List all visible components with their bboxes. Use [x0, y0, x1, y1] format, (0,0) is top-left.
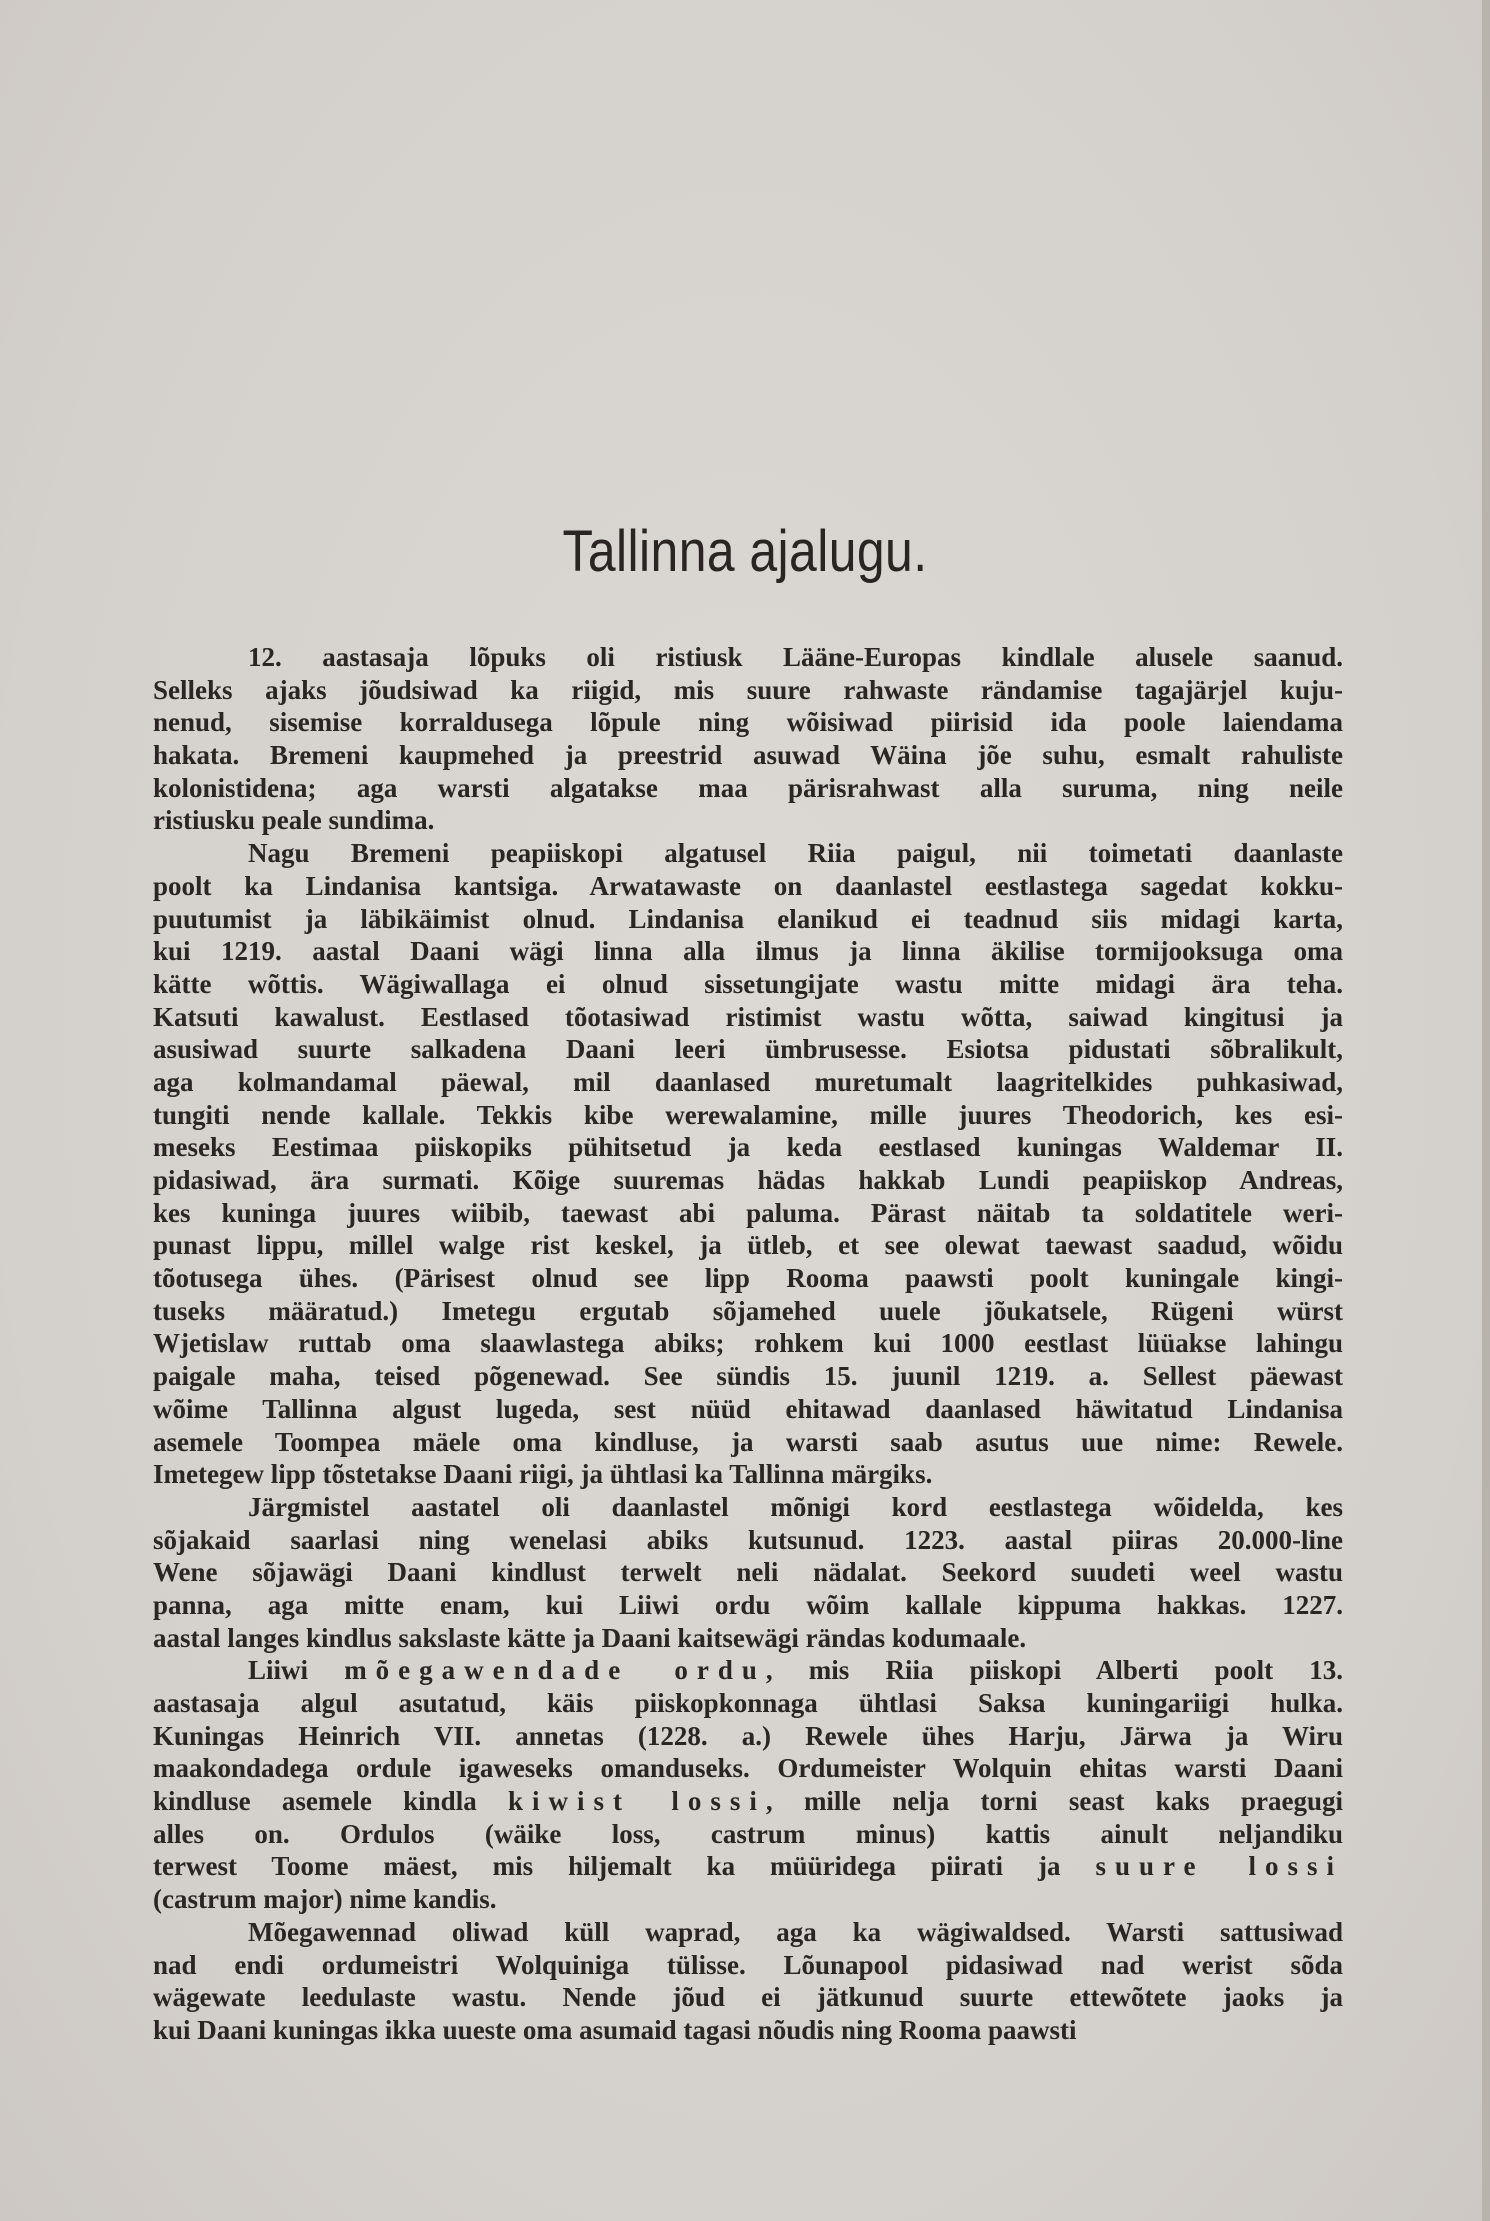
text-line — [153, 1033, 1343, 1066]
text-line — [153, 1622, 1343, 1655]
paragraph — [153, 641, 1343, 837]
text-line — [153, 1850, 1343, 1883]
text-line — [153, 870, 1343, 903]
page-title: Tallinna ajalugu. — [562, 519, 928, 584]
text-line — [153, 739, 1343, 772]
text-line — [153, 1229, 1343, 1262]
text-line — [153, 1720, 1343, 1753]
text-line — [153, 804, 1343, 837]
paragraph — [153, 1654, 1343, 1916]
text-segment: wõime Tallinna algust lugeda, sest nüüd ehitawad daanlased häwitatud Lindanisa — [153, 1393, 1343, 1424]
spaced-emphasis: kiwist lossi — [508, 1786, 766, 1817]
text-segment: aastal langes kindlus sakslaste kätte ja Daani kaitsewägi rändas kodumaale. — [153, 1622, 1027, 1653]
text-segment: Kuningas Heinrich VII. annetas (1228. a.) Rewele ühes Harju, Järwa ja Wiru — [153, 1720, 1343, 1751]
text-line — [153, 837, 1343, 870]
text-line — [153, 1426, 1343, 1459]
text-line — [153, 772, 1343, 805]
text-line — [153, 1785, 1343, 1818]
page-edge — [1482, 0, 1490, 2221]
text-line — [153, 1687, 1343, 1720]
text-segment: , mille nelja torni seast kaks praegugi — [765, 1786, 1344, 1817]
spaced-emphasis: suure lossi — [1095, 1851, 1343, 1882]
text-line — [153, 1883, 1343, 1916]
text-segment: nenud, sisemise korraldusega lõpule ning wõisiwad piirisid ida poole laiendama — [153, 707, 1343, 738]
text-line — [153, 1262, 1343, 1295]
text-line — [153, 2014, 1343, 2047]
paragraph — [153, 1491, 1343, 1654]
text-line — [153, 1491, 1343, 1524]
text-line — [153, 903, 1343, 936]
text-segment: paigale maha, teised põgenewad. See sündis 15. juunil 1219. a. Sellest päewast — [153, 1361, 1343, 1392]
text-line — [153, 674, 1343, 707]
text-segment: ristiusku peale sundima. — [153, 805, 435, 836]
text-segment: alles on. Ordulos (wäike loss, castrum minus) kattis ainult neljandiku — [153, 1818, 1343, 1849]
text-line — [153, 1066, 1343, 1099]
text-line — [153, 641, 1343, 674]
text-line — [153, 1589, 1343, 1622]
text-segment: tõotusega ühes. (Pärisest olnud see lipp Rooma paawsti poolt kuningale kingi- — [153, 1263, 1343, 1294]
text-segment: hakata. Bremeni kaupmehed ja preestrid asuwad Wäina jõe suhu, esmalt rahuliste — [153, 740, 1343, 771]
text-line — [153, 1556, 1343, 1589]
text-segment: kätte wõttis. Wägiwallaga ei olnud sissetungijate wastu mitte midagi ära teha. — [153, 968, 1343, 999]
text-line — [153, 1818, 1343, 1851]
text-segment: tuseks määratud.) Imetegu ergutab sõjamehed uuele jõukatsele, Rügeni würst — [153, 1295, 1343, 1326]
text-line — [153, 1327, 1343, 1360]
text-segment: kui Daani kuningas ikka uueste oma asumaid tagasi nõudis ning Rooma paawsti — [153, 2014, 1077, 2045]
text-segment: Järgmistel aastatel oli daanlastel mõnigi kord eestlastega wõidelda, kes — [248, 1491, 1343, 1522]
text-segment: (castrum major) nime kandis. — [153, 1884, 497, 1915]
text-line — [153, 706, 1343, 739]
text-segment: kes kuninga juures wiibib, taewast abi paluma. Pärast näitab ta soldatitele weri- — [153, 1197, 1343, 1228]
text-segment: asusiwad suurte salkadena Daani leeri ümbrusesse. Esiotsa pidustati sõbralikult, — [153, 1034, 1343, 1065]
text-segment: , mis Riia piiskopi Alberti poolt 13. — [765, 1655, 1343, 1686]
paragraph — [153, 837, 1343, 1491]
text-segment: terwest Toome mäest, mis hiljemalt ka müüridega piirati ja — [153, 1851, 1096, 1882]
text-segment: Imetegew lipp tõstetakse Daani riigi, ja ühtlasi ka Tallinna märgiks. — [153, 1459, 933, 1490]
text-segment: asemele Toompea mäele oma kindluse, ja warsti saab asutus uue nime: Rewele. — [153, 1426, 1343, 1457]
text-line — [153, 968, 1343, 1001]
text-line — [153, 1197, 1343, 1230]
text-segment: Liiwi — [248, 1655, 345, 1686]
text-segment: aga kolmandamal päewal, mil daanlased muretumalt laagritelkides puhkasiwad, — [153, 1066, 1343, 1097]
text-segment: Mõegawennad oliwad küll waprad, aga ka wägiwaldsed. Warsti sattusiwad — [248, 1916, 1343, 1947]
text-line — [153, 935, 1343, 968]
text-segment: poolt ka Lindanisa kantsiga. Arwatawaste on daanlastel eestlastega sagedat kokku- — [153, 870, 1343, 901]
text-segment: maakondadega ordule igaweseks omanduseks. Ordumeister Wolquin ehitas warsti Daani — [153, 1753, 1343, 1784]
text-segment: kindluse asemele kindla — [153, 1786, 509, 1817]
text-line — [153, 1131, 1343, 1164]
text-line — [153, 1949, 1343, 1982]
paragraph — [153, 1916, 1343, 2047]
text-segment: nad endi ordumeistri Wolquiniga tülisse. Lõunapool pidasiwad nad werist sõda — [153, 1949, 1343, 1980]
text-segment: aastasaja algul asutatud, käis piiskopkonnaga ühtlasi Saksa kuningariigi hulka. — [153, 1688, 1343, 1718]
text-segment: Wene sõjawägi Daani kindlust terwelt neli nädalat. Seekord suudeti weel wastu — [153, 1557, 1343, 1588]
text-segment: Selleks ajaks jõudsiwad ka riigid, mis suure rahwaste rändamise tagajärjel kuju- — [153, 674, 1343, 705]
text-segment: punast lippu, millel walge rist keskel, ja ütleb, et see olewat taewast saadud, wõidu — [153, 1230, 1343, 1261]
text-segment: Nagu Bremeni peapiiskopi algatusel Riia paigul, nii toimetati daanlaste — [248, 838, 1343, 869]
text-line — [153, 1654, 1343, 1687]
text-segment: sõjakaid saarlasi ning wenelasi abiks kutsunud. 1223. aastal piiras 20.000-line — [153, 1524, 1343, 1555]
text-line — [153, 1393, 1343, 1426]
text-line — [153, 1001, 1343, 1034]
text-segment: pidasiwad, ära surmati. Kõige suuremas hädas hakkab Lundi peapiiskop Andreas, — [153, 1165, 1343, 1195]
text-line — [153, 1360, 1343, 1393]
text-segment: kolonistidena; aga warsti algatakse maa pärisrahwast alla suruma, ning neile — [153, 772, 1343, 803]
text-segment: 12. aastasaja lõpuks oli ristiusk Lääne-Europas kindlale alusele saanud. — [248, 642, 1343, 672]
text-line — [153, 1458, 1343, 1491]
text-line — [153, 1164, 1343, 1197]
text-line — [153, 1752, 1343, 1785]
spaced-emphasis: mõegawendade ordu — [344, 1655, 766, 1686]
text-segment: Katsuti kawalust. Eestlased tõotasiwad ristimist wastu wõtta, saiwad kingitusi ja — [153, 1001, 1343, 1032]
text-segment: panna, aga mitte enam, kui Liiwi ordu wõim kallale kippuma hakkas. 1227. — [153, 1589, 1343, 1620]
text-segment: Wjetislaw ruttab oma slaawlastega abiks; rohkem kui 1000 eestlast lüüakse lahingu — [153, 1328, 1343, 1359]
text-segment: puutumist ja läbikäimist olnud. Lindanisa elanikud ei teadnud siis midagi karta, — [153, 903, 1343, 934]
text-line — [153, 1524, 1343, 1557]
text-segment: meseks Eestimaa piiskopiks pühitsetud ja keda eestlased kuningas Waldemar II. — [153, 1132, 1343, 1163]
text-line — [153, 1295, 1343, 1328]
text-line — [153, 1981, 1343, 2014]
text-segment: tungiti nende kallale. Tekkis kibe werewalamine, mille juures Theodorich, kes esi- — [153, 1099, 1343, 1130]
text-line — [153, 1099, 1343, 1132]
text-line — [153, 1916, 1343, 1949]
body-text — [153, 641, 1343, 2047]
text-segment: kui 1219. aastal Daani wägi linna alla ilmus ja linna äkilise tormijooksuga oma — [153, 936, 1343, 967]
text-segment: wägewate leedulaste wastu. Nende jõud ei jätkunud suurte ettewõtete jaoks ja — [153, 1982, 1343, 2013]
